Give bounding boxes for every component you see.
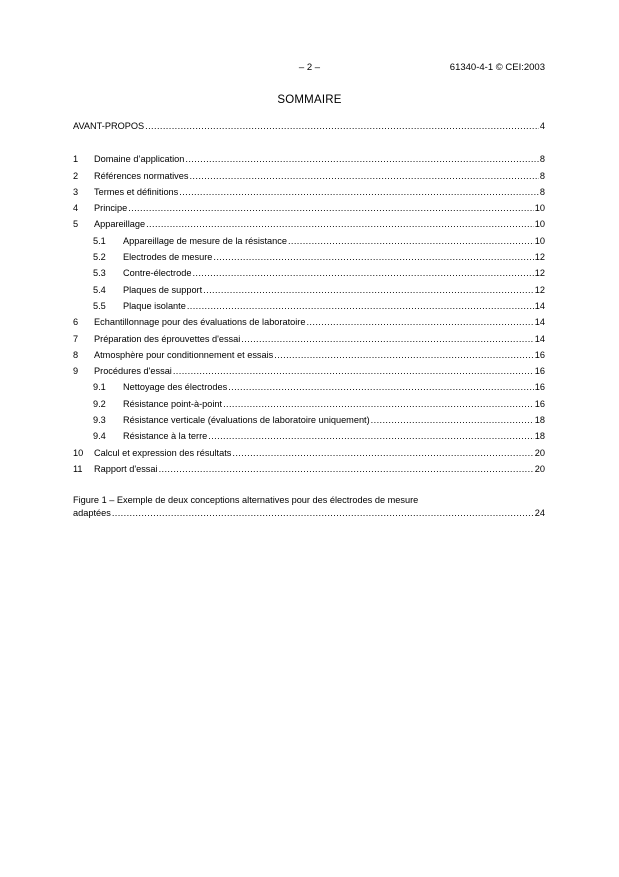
toc-entry-10[interactable] [73, 445, 545, 461]
toc-entry-number: 10 [73, 447, 84, 458]
toc-figure-entry[interactable] [73, 507, 545, 520]
toc-entry-page: 18 [534, 415, 545, 426]
dot-leader [274, 347, 534, 363]
toc-entry-title: Electrodes de mesure [123, 252, 213, 263]
toc-entry-title: Appareillage [94, 219, 146, 230]
toc-figure-title-line2: adaptées [73, 508, 111, 519]
dot-leader [192, 265, 533, 281]
toc-entry-number: 3 [73, 186, 79, 197]
toc-entry-page: 16 [534, 398, 545, 409]
toc-entry-page: 14 [534, 317, 545, 328]
toc-entry-page: 20 [534, 447, 545, 458]
toc-entry-9-2[interactable] [73, 396, 545, 412]
toc-entry-title: Rapport d'essai [94, 463, 158, 474]
toc-entry-2[interactable] [73, 168, 545, 184]
toc-entry-8[interactable] [73, 347, 545, 363]
toc-entry-page: 8 [539, 154, 545, 165]
dot-leader [203, 282, 534, 298]
toc-entry-number: 1 [73, 154, 79, 165]
toc-entry-number: 9.1 [93, 382, 106, 393]
toc-entry-title: Procédures d'essai [94, 366, 172, 377]
dot-leader [213, 249, 533, 265]
toc-entry-title: Résistance à la terre [123, 431, 208, 442]
toc-entry-title: Plaques de support [123, 284, 203, 295]
toc-entry-title: Termes et définitions [94, 186, 179, 197]
toc-entry-number: 9.2 [93, 398, 106, 409]
toc-entry-page: 12 [534, 268, 545, 279]
toc-entry-5[interactable] [73, 216, 545, 232]
toc-entry-number: 8 [73, 349, 79, 360]
dot-leader [128, 200, 534, 216]
table-of-contents [73, 118, 545, 520]
toc-entry-title: Plaque isolante [123, 300, 186, 311]
toc-entry-title: Nettoyage des électrodes [123, 382, 228, 393]
toc-entry-title: AVANT-PROPOS [73, 121, 145, 131]
toc-entry-4[interactable] [73, 200, 545, 216]
toc-title: SOMMAIRE [277, 94, 342, 106]
toc-entry-title: Appareillage de mesure de la résistance [123, 235, 287, 246]
toc-figure-page: 24 [534, 508, 545, 519]
dot-leader [228, 379, 534, 395]
toc-entry-9-3[interactable] [73, 412, 545, 428]
toc-entry-title: Domaine d’application [94, 154, 185, 165]
dot-leader [288, 233, 534, 249]
toc-entry-9-4[interactable] [73, 428, 545, 444]
toc-entry-5-4[interactable] [73, 282, 545, 298]
toc-entry-9-1[interactable] [73, 379, 545, 395]
toc-entry-page: 12 [534, 252, 545, 263]
toc-entry-page: 16 [534, 366, 545, 377]
toc-entry-5-1[interactable] [73, 233, 545, 249]
dot-leader [241, 331, 533, 347]
toc-entry-5-3[interactable] [73, 265, 545, 281]
spacer [73, 477, 545, 494]
toc-entry-title: Echantillonnage pour des évaluations de laboratoire [94, 317, 306, 328]
toc-figure-title-line1[interactable]: Figure 1 – Exemple de deux conceptions alternatives pour des électrodes de mesure [73, 495, 419, 506]
dot-leader [223, 396, 534, 412]
toc-entry-page: 14 [534, 300, 545, 311]
toc-entry-7[interactable] [73, 331, 545, 347]
toc-entry-page: 12 [534, 284, 545, 295]
spacer [73, 134, 545, 151]
toc-entry-page: 20 [534, 463, 545, 474]
toc-entry-number: 5.3 [93, 268, 106, 279]
toc-entry-page: 14 [534, 333, 545, 344]
toc-entry-number: 5.2 [93, 252, 106, 263]
toc-entry-5-2[interactable] [73, 249, 545, 265]
page-number: – 2 – [298, 62, 321, 73]
toc-entry-title: Calcul et expression des résultats [94, 447, 232, 458]
toc-entry-1[interactable] [73, 151, 545, 167]
dot-leader [112, 507, 534, 520]
toc-entry-foreword[interactable] [73, 118, 545, 134]
toc-entry-title: Résistance verticale (évaluations de laboratoire uniquement) [123, 415, 370, 426]
dot-leader [146, 216, 534, 232]
dot-leader [189, 168, 538, 184]
dot-leader [145, 118, 539, 134]
toc-entry-5-5[interactable] [73, 298, 545, 314]
toc-entry-page: 8 [539, 186, 545, 197]
dot-leader [232, 445, 533, 461]
toc-entry-11[interactable] [73, 461, 545, 477]
toc-entry-number: 5.4 [93, 284, 106, 295]
toc-entry-6[interactable] [73, 314, 545, 330]
toc-entry-page: 8 [539, 170, 545, 181]
toc-entry-number: 11 [73, 463, 83, 474]
toc-entry-title: Références normatives [94, 170, 189, 181]
toc-entry-3[interactable] [73, 184, 545, 200]
toc-entry-page: 18 [534, 431, 545, 442]
toc-entry-number: 5.1 [93, 235, 106, 246]
toc-entry-page: 16 [534, 382, 545, 393]
toc-entry-page: 4 [539, 121, 545, 131]
dot-leader [173, 363, 534, 379]
dot-leader [159, 461, 534, 477]
toc-entry-title: Préparation des éprouvettes d'essai [94, 333, 241, 344]
dot-leader [306, 314, 533, 330]
toc-entry-page: 10 [534, 219, 545, 230]
toc-entry-number: 9.4 [93, 431, 106, 442]
toc-entry-number: 2 [73, 170, 79, 181]
toc-entry-page: 10 [534, 203, 545, 214]
toc-entry-number: 9 [73, 366, 79, 377]
toc-entry-number: 7 [73, 333, 79, 344]
dot-leader [179, 184, 539, 200]
toc-entry-number: 5 [73, 219, 79, 230]
toc-entry-number: 9.3 [93, 415, 106, 426]
dot-leader [208, 428, 534, 444]
toc-entry-9[interactable] [73, 363, 545, 379]
toc-entry-title: Résistance point-à-point [123, 398, 223, 409]
dot-leader [187, 298, 534, 314]
document-reference: 61340-4-1 © CEI:2003 [449, 62, 545, 73]
toc-entry-title: Contre-électrode [123, 268, 192, 279]
toc-entry-page: 16 [534, 349, 545, 360]
toc-entry-number: 6 [73, 317, 79, 328]
page-header [0, 62, 619, 74]
toc-entry-page: 10 [534, 235, 545, 246]
toc-entry-number: 5.5 [93, 300, 106, 311]
toc-entry-title: Atmosphère pour conditionnement et essais [94, 349, 274, 360]
dot-leader [185, 151, 538, 167]
toc-entry-number: 4 [73, 203, 79, 214]
dot-leader [371, 412, 534, 428]
toc-entry-title: Principe [94, 203, 128, 214]
